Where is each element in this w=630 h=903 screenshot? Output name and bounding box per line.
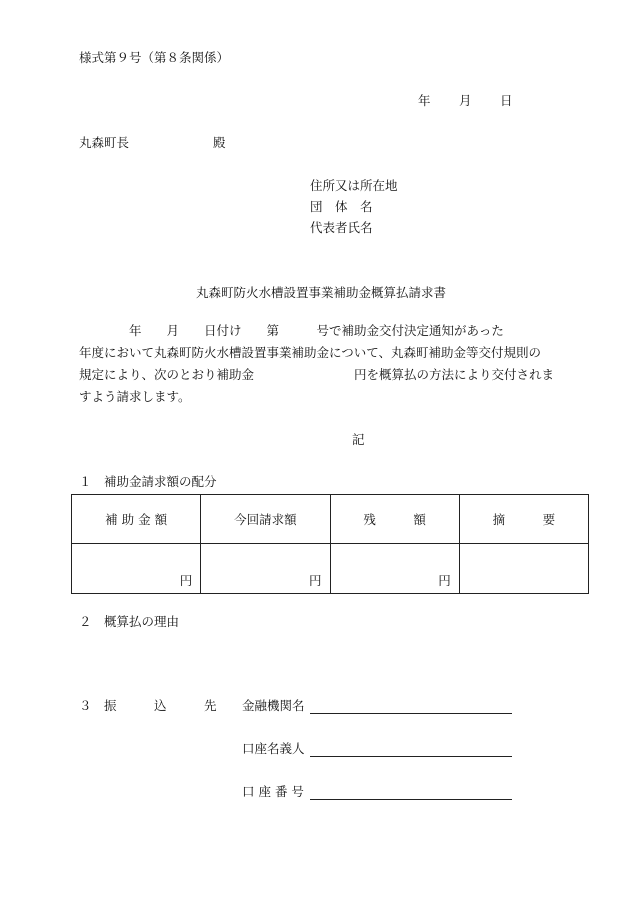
remarks-cell[interactable] xyxy=(459,544,588,594)
table-header-row xyxy=(72,495,589,544)
col-remaining: 残 額 xyxy=(330,495,459,544)
section3-heading: ３ 振 込 先 xyxy=(79,698,217,713)
table-row xyxy=(72,544,589,594)
remaining-cell[interactable]: 円 xyxy=(330,544,459,594)
body-line: 年 月 日付け 第 号で補助金交付決定通知があった xyxy=(79,323,504,338)
col-subsidy-amount: 補 助 金 額 xyxy=(72,495,201,544)
form-number: 様式第９号（第８条関係） xyxy=(79,50,230,65)
allocation-table xyxy=(71,494,589,594)
subsidy-amount-cell[interactable]: 円 xyxy=(72,544,201,594)
body-line: 規定により、次のとおり補助金 円を概算払の方法により交付されま xyxy=(79,367,555,382)
section2-heading: ２ 概算払の理由 xyxy=(79,614,180,629)
addressee-honorific: 殿 xyxy=(213,135,226,150)
date-year-label: 年 xyxy=(418,93,431,108)
address-label: 住所又は所在地 xyxy=(310,178,398,193)
col-remarks: 摘 要 xyxy=(459,495,588,544)
bank-name-line[interactable] xyxy=(310,713,512,714)
account-number-line[interactable] xyxy=(310,799,512,800)
current-request-cell[interactable]: 円 xyxy=(201,544,330,594)
body-line: 年度において丸森町防火水槽設置事業補助金について、丸森町補助金等交付規則の xyxy=(79,345,542,360)
bank-name-label: 金融機関名 xyxy=(242,698,305,713)
addressee-name: 丸森町長 xyxy=(79,135,130,150)
account-holder-label: 口座名義人 xyxy=(242,741,305,756)
account-number-label: 口 座 番 号 xyxy=(242,784,304,799)
representative-label: 代表者氏名 xyxy=(310,220,373,235)
request-body xyxy=(79,320,589,408)
account-holder-line[interactable] xyxy=(310,756,512,757)
ki-marker: 記 xyxy=(352,432,365,447)
org-name-label: 団 体 名 xyxy=(310,199,373,214)
col-current-request: 今回請求額 xyxy=(201,495,330,544)
body-line: すよう請求します。 xyxy=(79,389,191,404)
section1-heading: １ 補助金請求額の配分 xyxy=(79,474,217,489)
date-day-label: 日 xyxy=(500,93,513,108)
date-month-label: 月 xyxy=(459,93,472,108)
document-title: 丸森町防火水槽設置事業補助金概算払請求書 xyxy=(196,285,447,300)
